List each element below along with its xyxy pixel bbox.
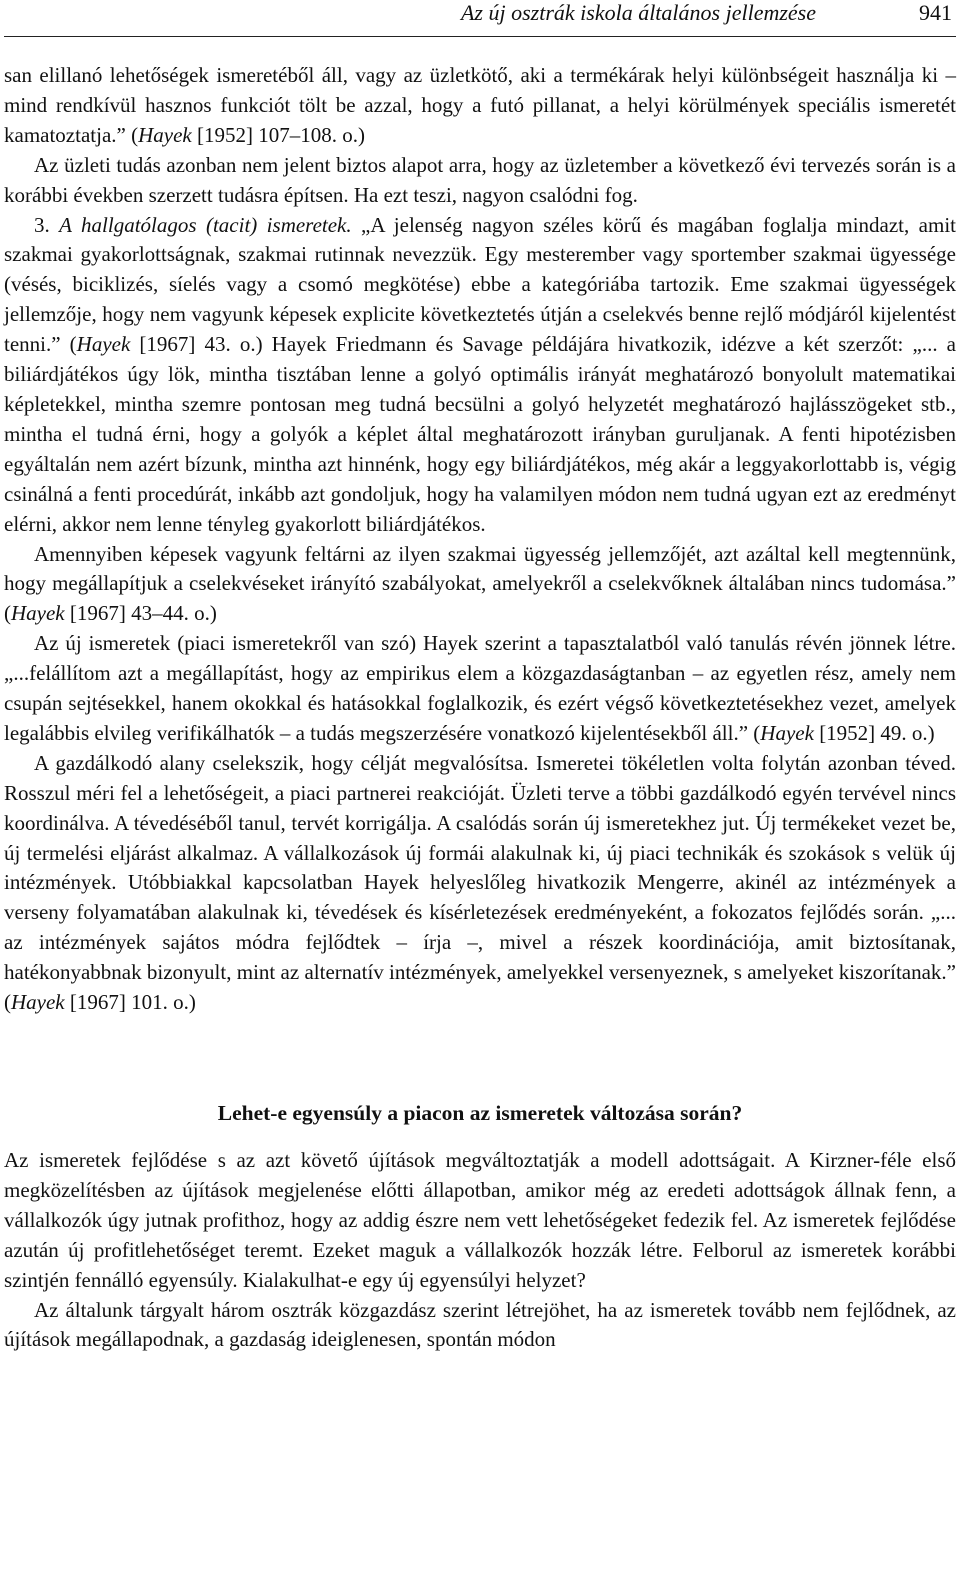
term-heading: A hallgatólagos (tacit) ismeretek. bbox=[59, 212, 352, 237]
paragraph-text: Az általunk tárgyalt három osztrák közgazdász szerint létrejöhet, ha az ismeretek tovább nem fejlődnek, az újítások megállapodnak, a gazdaság ideiglenesen, spontán módon bbox=[4, 1297, 956, 1352]
citation-author: Hayek bbox=[138, 122, 192, 147]
citation-reference: [1952] 49. o.) bbox=[813, 720, 935, 745]
citation-reference: [1967] 101. o.) bbox=[64, 990, 196, 1015]
citation-reference: [1967] 43–44. o.) bbox=[64, 601, 217, 626]
paragraph-text: Az új ismeretek (piaci ismeretekről van szó) Hayek szerint a tapasztalatból való tanulás révén jönnek létre. „...felállítom azt a megállapítást, hogy az empirikus elem a közgazdaságtanban – az egyetlen rész, amely nem csupán sejtésekkel, hanem okokkal és hatásokkal foglalkozik, és ezért végső következtetésekhez vezet, amelyek legalábbis elvileg verifikálhatók – a tudás megszerzésére vonatkozó kijelentésekből áll.” ( bbox=[4, 631, 956, 745]
running-title: Az új osztrák iskola általános jellemzése bbox=[460, 0, 816, 25]
section-heading: Lehet-e egyensúly a piacon az ismeretek változása során? bbox=[217, 1101, 743, 1125]
section-spacer bbox=[4, 1018, 956, 1098]
citation-author: Hayek bbox=[11, 601, 65, 626]
paragraph-text: [1967] 43. o.) Hayek Friedmann és Savage példájára hivatkozik, idézve a két szerzőt: „... a biliárdjátékos úgy lök, mintha tisztában lenne a golyó optimális irányát meghatározó bonyolult matematikai képletekkel, mintha szemre pontosan meg tudná becsülni a golyó helyzetét meghatározó hajlásszögeket stb., mintha el tudná érni, hogy a golyók a képlet által meghatározott irányban guruljanak. A fenti hipotézisben egyáltalán nem azért bízunk, mintha azt hinnénk, hogy egy biliárdjátékos, még akár a leggyakorlottabb is, végig csinálná a fenti procedúrát, inkább azt gondoljuk, hogy ha valamilyen módon nem tudná ugyan ezt az eredményt elérni, akkor nem lenne tényleg gyakorlott biliárdjátékos. bbox=[4, 332, 956, 536]
citation-reference: [1952] 107–108. o.) bbox=[191, 122, 365, 147]
paragraph bbox=[4, 151, 956, 211]
document-page bbox=[4, 0, 956, 1355]
paragraph bbox=[4, 540, 956, 630]
paragraph-text: Amennyiben képesek vagyunk feltárni az ilyen szakmai ügyesség jellemzőjét, azt azáltal kell megtennünk, hogy megállapítjuk a cselekvéseket irányító szabályokat, amelyekről a cselekvőknek általában nincs tudomása.” ( bbox=[4, 541, 956, 626]
paragraph bbox=[4, 749, 956, 1018]
citation-author: Hayek bbox=[76, 332, 131, 357]
running-header bbox=[4, 0, 956, 37]
paragraph-text: „A jelenség nagyon széles körű és magában foglalja mindazt, amit szakmai gyakorlottságnak, szakmai rutinnak nevezzük. Egy mesterember vagy sportember szakmai ügyessége (vésés, biciklizés, síelés vagy a csomó megkötése) ebbe a kategóriába tartozik. Eme szakmai ügyességek jellemzője, hogy nem vagyunk képesek explicite következtetés útján a cselekvés benne rejlő módjáról kijelentést tenni.” ( bbox=[4, 212, 957, 357]
paragraph-text: Az ismeretek fejlődése s az azt követő újítások megváltoztatják a modell adottságait. A Kirzner-féle első megközelítésben az újítások megjelenése előtti állapotban, amikor még az eredeti adottságok állnak fenn, a vállalkozók úgy jutnak profithoz, hogy az addig észre nem vett lehetőségeket fedezik fel. Az ismeretek fejlődése azután új profitlehetőséget teremt. Ezeket maguk a vállalkozók hozzák létre. Felborul az ismeretek korábbi szintjén fennálló egyensúly. Kialakulhat-e egy új egyensúlyi helyzet? bbox=[4, 1148, 956, 1292]
citation-author: Hayek bbox=[11, 990, 65, 1015]
paragraph bbox=[4, 1146, 956, 1296]
paragraph bbox=[4, 61, 956, 151]
list-number: 3. bbox=[34, 212, 60, 237]
paragraph bbox=[4, 629, 956, 749]
paragraph bbox=[4, 211, 956, 540]
body-text bbox=[4, 61, 956, 1355]
page-number: 941 bbox=[919, 0, 952, 25]
paragraph-text: A gazdálkodó alany cselekszik, hogy célját megvalósítsa. Ismeretei tökéletlen volta folytán azonban téved. Rosszul méri fel a lehetőségeit, a piaci partnerei reakcióját. Üzleti terve a többi gazdálkodó egyén tervével nincs koordinálva. A tévedéséből tanul, tervét korrigálja. A csalódás során új ismeretekhez jut. Új termékeket vezet be, új termelési eljárást alkalmaz. A vállalkozások új formái alakulnak ki, új piaci technikák és szokások s velük új intézmények. Utóbbiakkal kapcsolatban Hayek helyeslőleg hivatkozik Mengerre, akinél az intézmények a verseny folyamatában alakulnak ki, tévedések és kísérletezések eredményeként, a fokozatos fejlődés során. „... az intézmények sajátos módra fejlődtek – írja –, mivel a részek koordinációja, amit biztosítanak, hatékonyabbnak bizonyult, mint az alternatív intézmények, amelyekkel versenyeznek, s amelyeket kiszorítanak.” ( bbox=[4, 750, 956, 1015]
paragraph bbox=[4, 1296, 956, 1356]
paragraph-text: san elillanó lehetőségek ismeretéből áll, vagy az üzletkötő, aki a termékárak helyi különbségeit használja ki – mind rendkívül hasznos funkciót tölt be azzal, hogy a futó pillanat, a helyi körülmények speciális ismeretét kamatoztatja.” ( bbox=[4, 63, 956, 147]
paragraph-text: Az üzleti tudás azonban nem jelent biztos alapot arra, hogy az üzletember a következő évi tervezés során is a korábbi években szerzett tudásra építsen. Ha ezt teszi, nagyon csalódni fog. bbox=[4, 152, 956, 207]
heading-spacer bbox=[4, 1128, 956, 1146]
citation-author: Hayek bbox=[760, 720, 814, 745]
